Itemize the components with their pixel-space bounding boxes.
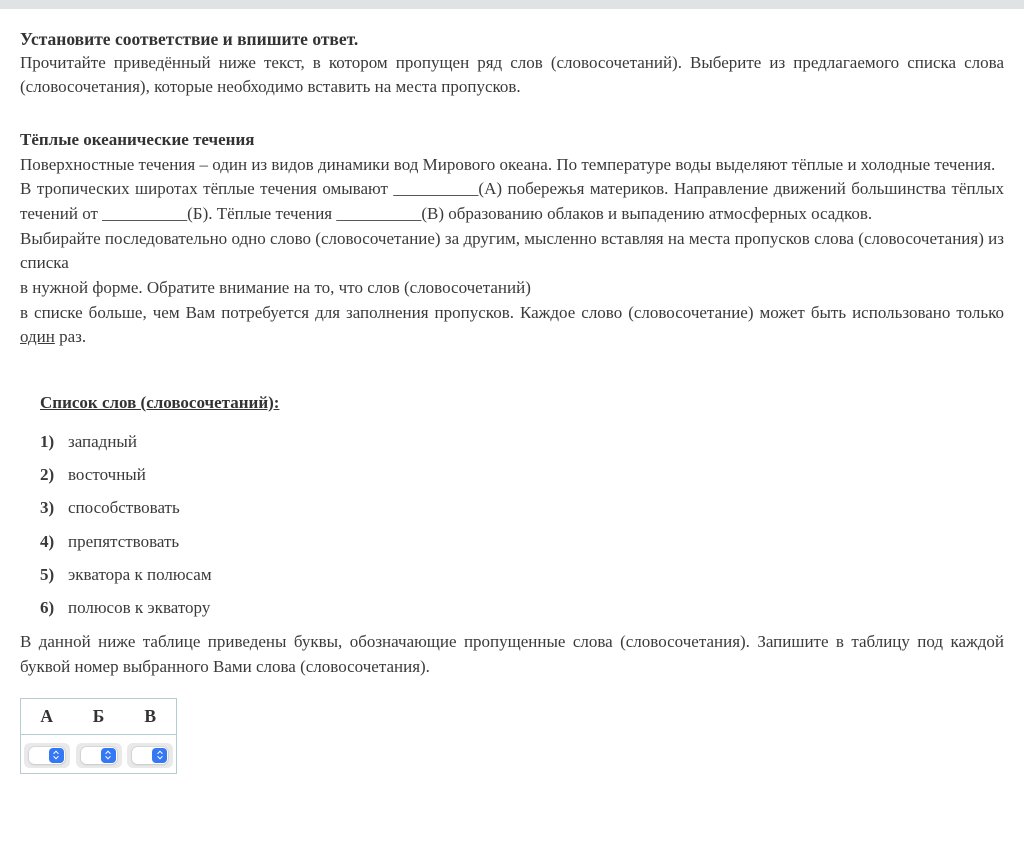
word-list-item-label: западный xyxy=(68,431,137,451)
answer-select-a-value xyxy=(29,747,65,764)
word-list-item-label: экватора к полюсам xyxy=(68,564,212,584)
top-strip xyxy=(0,0,1024,9)
word-list-item-label: способствовать xyxy=(68,498,180,518)
instructions-line-1: Выбирайте последовательно одно слово (словосочетание) за другим, мысленно вставляя на места пропусков слова (словосочетания) из списка xyxy=(20,228,1004,273)
passage-title: Тёплые океанические течения xyxy=(20,130,255,150)
answer-cell-a xyxy=(21,734,73,773)
answer-select-v[interactable] xyxy=(127,743,173,768)
word-list-item-label: восточный xyxy=(68,465,146,485)
answer-cell-b xyxy=(73,734,125,773)
answer-select-a[interactable] xyxy=(24,743,70,768)
word-list-item-number: 4) xyxy=(40,531,55,551)
select-stepper-icon xyxy=(101,748,116,763)
word-list-item xyxy=(40,531,1004,552)
word-list-item xyxy=(40,431,1004,452)
instructions-line-3-before: в списке больше, чем Вам потребуется для заполнения пропусков. Каждое слово (словосочетание) может быть использовано только xyxy=(20,302,1004,322)
passage-paragraph-1: Поверхностные течения – один из видов динамики вод Мирового океана. По температуре воды выделяют тёплые и холодные течения. xyxy=(20,154,996,174)
word-list-item xyxy=(40,564,1004,585)
word-list-item-number: 5) xyxy=(40,564,55,584)
instructions-line-3-after: раз. xyxy=(54,327,87,347)
answer-select-b-value xyxy=(81,747,117,764)
word-list-item-number: 2) xyxy=(40,465,55,485)
word-list-item-number: 3) xyxy=(40,498,55,518)
answer-table-header-v: В xyxy=(125,698,177,734)
answer-select-b[interactable] xyxy=(76,743,122,768)
instructions-line-2: в нужной форме. Обратите внимание на то, что слов (словосочетаний) xyxy=(20,277,531,297)
select-stepper-icon xyxy=(152,748,167,763)
task-intro-paragraph: Прочитайте приведённый ниже текст, в котором пропущен ряд слов (словосочетаний). Выберите из предлагаемого списка слова (словосочетания), которые необходимо вставить на места пропусков. xyxy=(20,52,1004,97)
select-stepper-icon xyxy=(49,748,64,763)
word-list-item-number: 1) xyxy=(40,431,55,451)
passage-paragraph-2: В тропических широтах тёплые течения омывают __________(А) побережья материков. Направление движений большинства тёплых течений от __________(Б). Тёплые течения __________(В) образованию облаков и выпадению атмосферных осадков. xyxy=(20,179,1004,223)
task-heading: Установите соответствие и впишите ответ. xyxy=(20,29,359,49)
word-list-block xyxy=(40,393,1004,619)
instructions-underlined-word: один xyxy=(20,327,55,347)
answer-table-header-row xyxy=(21,698,177,734)
answer-table-select-row xyxy=(21,734,177,773)
answer-select-v-value xyxy=(132,747,168,764)
answer-cell-v xyxy=(125,734,177,773)
answer-table-header-a: А xyxy=(21,698,73,734)
word-list-item-label: препятствовать xyxy=(68,531,180,551)
word-list-item xyxy=(40,597,1004,618)
task-content xyxy=(0,9,1024,774)
instructions-paragraph xyxy=(20,227,1004,350)
word-list-heading: Список слов (словосочетаний): xyxy=(40,392,280,412)
word-list-item xyxy=(40,497,1004,518)
word-list-item-number: 6) xyxy=(40,598,55,618)
passage-block xyxy=(20,128,1004,227)
answer-table xyxy=(20,698,177,774)
answer-table-instruction: В данной ниже таблице приведены буквы, обозначающие пропущенные слова (словосочетания). Запишите в таблицу под каждой буквой номер выбранного Вами слова (словосочетания). xyxy=(20,632,1004,676)
answer-table-header-b: Б xyxy=(73,698,125,734)
word-list-item-label: полюсов к экватору xyxy=(68,598,211,618)
word-list-item xyxy=(40,464,1004,485)
